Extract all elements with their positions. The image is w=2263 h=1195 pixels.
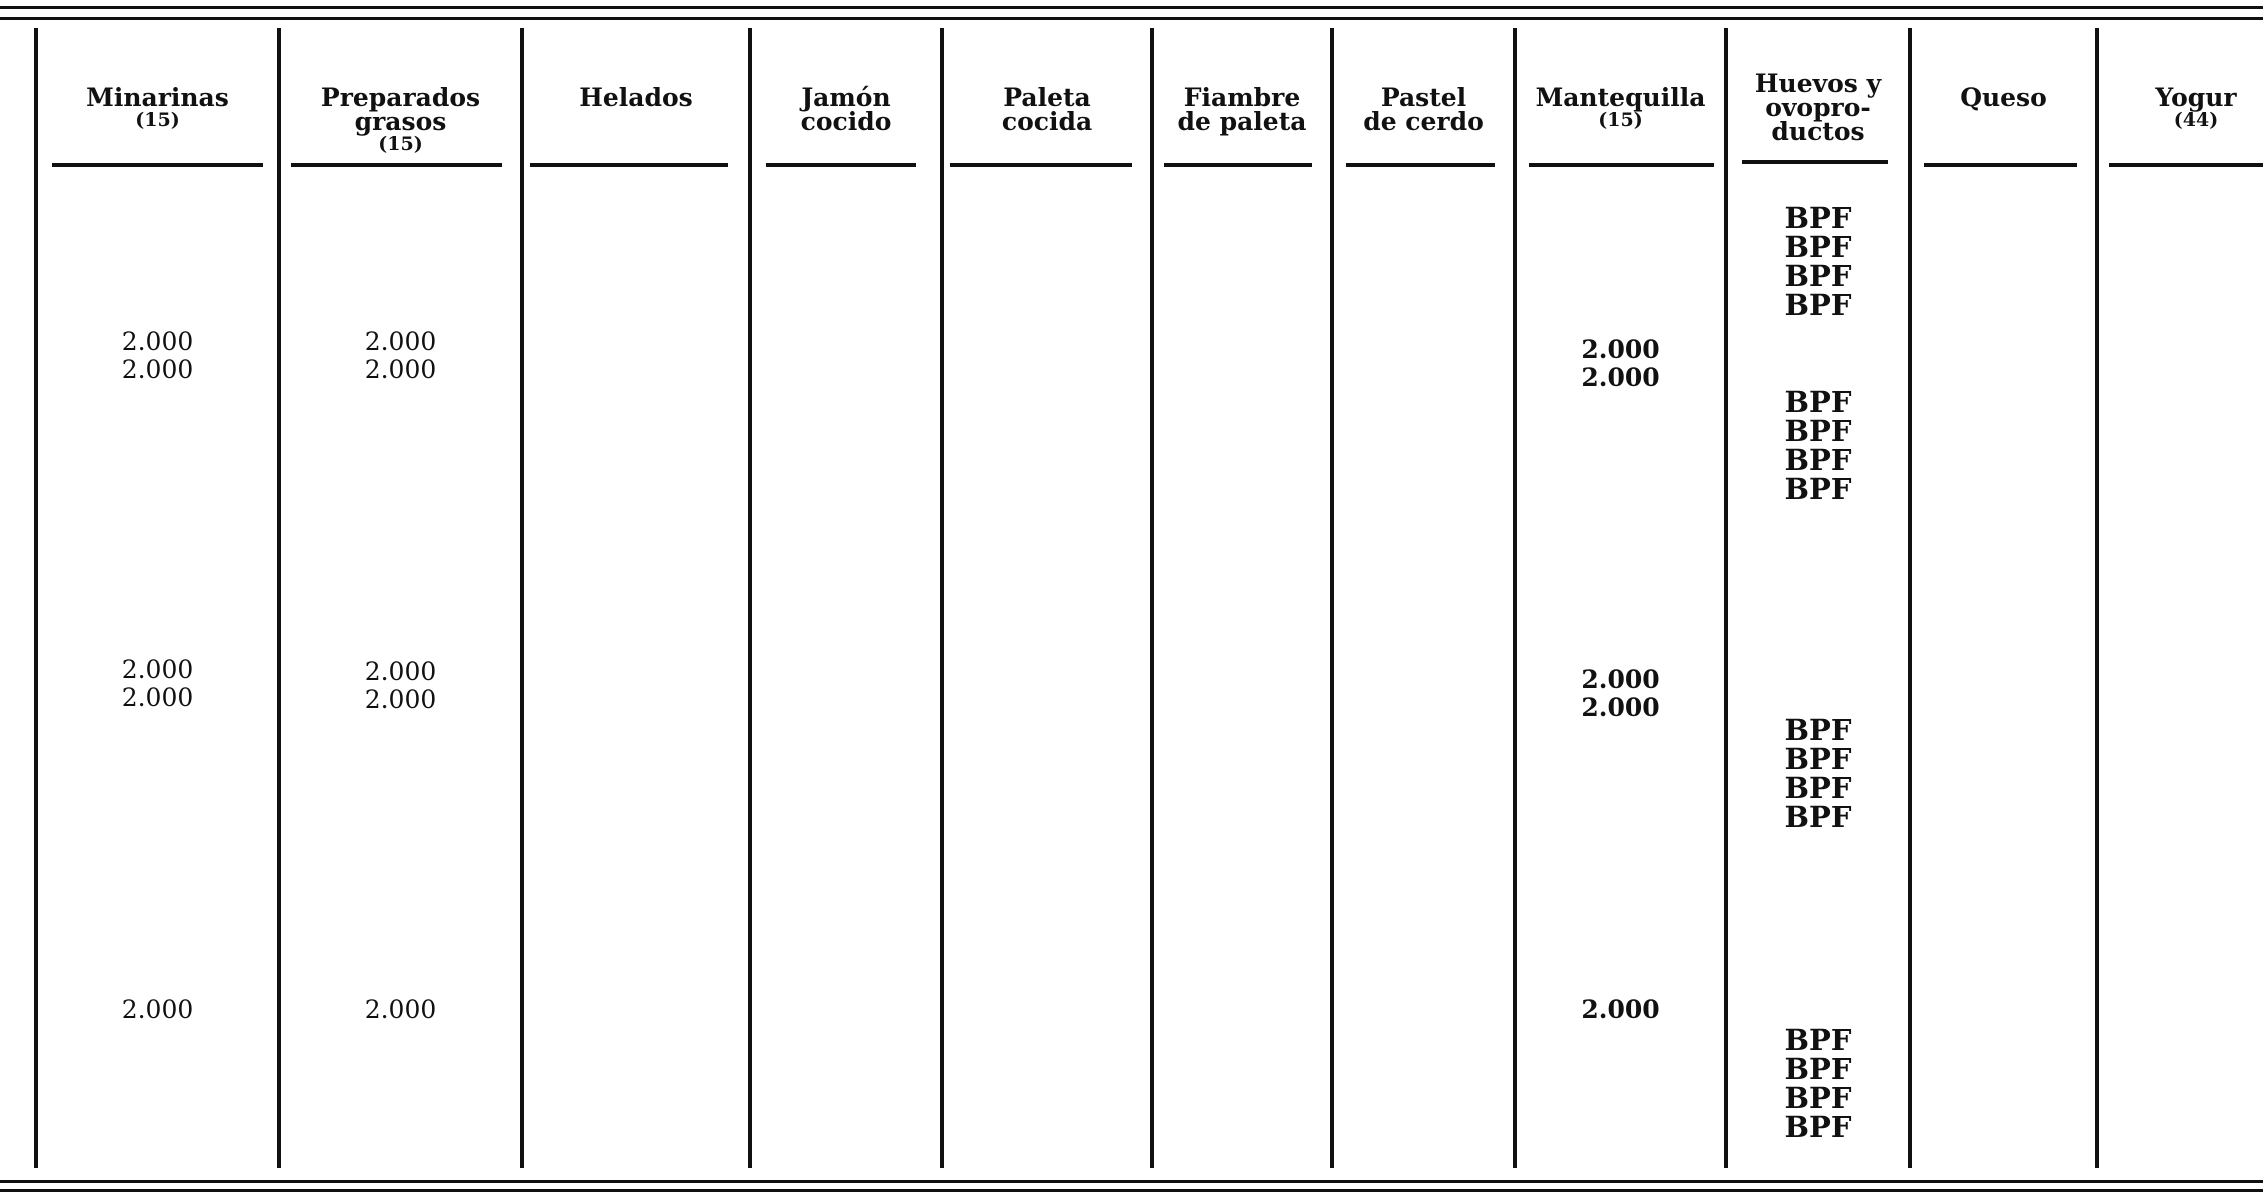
column-preparados-grasos [281,0,520,1195]
column-paleta-cocida [944,0,1150,1195]
column-header [752,62,940,134]
header-note: (15) [135,109,180,131]
column-huevos-y-ovoproductos [1728,0,1908,1195]
header-note: (44) [2173,109,2219,131]
header-note: (15) [378,133,423,155]
bpf-block: BPF BPF BPF BPF [1784,1023,1852,1144]
header-underline [530,163,728,167]
column-header [2129,62,2263,154]
column-header [524,62,748,110]
column-header [1334,62,1513,134]
header-underline [1924,163,2077,167]
header-underline [1164,163,1312,167]
header-title: Yogur [2155,83,2237,112]
header-underline [766,163,916,167]
column-fiambre-de-paleta [1154,0,1330,1195]
column-header [38,62,277,154]
value-cell: 2.000 [1581,995,1660,1024]
header-underline [2109,163,2263,167]
value-cell: 2.000 2.000 [121,655,194,712]
header-underline [950,163,1132,167]
header-underline [291,163,502,167]
value-cell: 2.000 2.000 [1581,665,1660,722]
value-cell: 2.000 2.000 [364,657,437,714]
header-underline [1742,160,1888,164]
header-title: Jamón cocido [800,83,892,136]
header-title: Minarinas [86,83,229,112]
column-header [1154,62,1330,134]
value-cell: 2.000 [121,995,194,1024]
header-underline [1346,163,1495,167]
column-mantequilla [1517,0,1724,1195]
column-header [1728,48,1908,144]
header-title: Mantequilla [1535,83,1706,112]
column-header [1912,62,2095,110]
header-note: (15) [1598,109,1643,131]
bpf-block: BPF BPF BPF BPF [1784,201,1852,322]
header-underline [52,163,263,167]
header-title: Fiambre de paleta [1177,83,1307,136]
column-helados [524,0,748,1195]
column-header [1517,62,1724,154]
column-queso [1912,0,2095,1195]
column-header [281,62,520,178]
bpf-block: BPF BPF BPF BPF [1784,713,1852,834]
value-cell: 2.000 2.000 [1581,335,1660,392]
column-pastel-de-cerdo [1334,0,1513,1195]
column-jamon-cocido [752,0,940,1195]
header-title: Pastel de cerdo [1363,83,1484,136]
header-title: Huevos y ovopro- ductos [1754,69,1882,146]
column-yogur [2099,0,2263,1195]
header-title: Queso [1960,83,2047,112]
column-minarinas [38,0,277,1195]
header-title: Preparados grasos [320,83,481,136]
value-cell: 2.000 [364,995,437,1024]
value-cell: 2.000 2.000 [121,327,194,384]
header-underline [1529,163,1714,167]
value-cell: 2.000 2.000 [364,327,437,384]
column-header [944,62,1150,134]
bpf-block: BPF BPF BPF BPF [1784,385,1852,506]
header-title: Paleta cocida [1001,83,1093,136]
header-title: Helados [579,83,693,112]
